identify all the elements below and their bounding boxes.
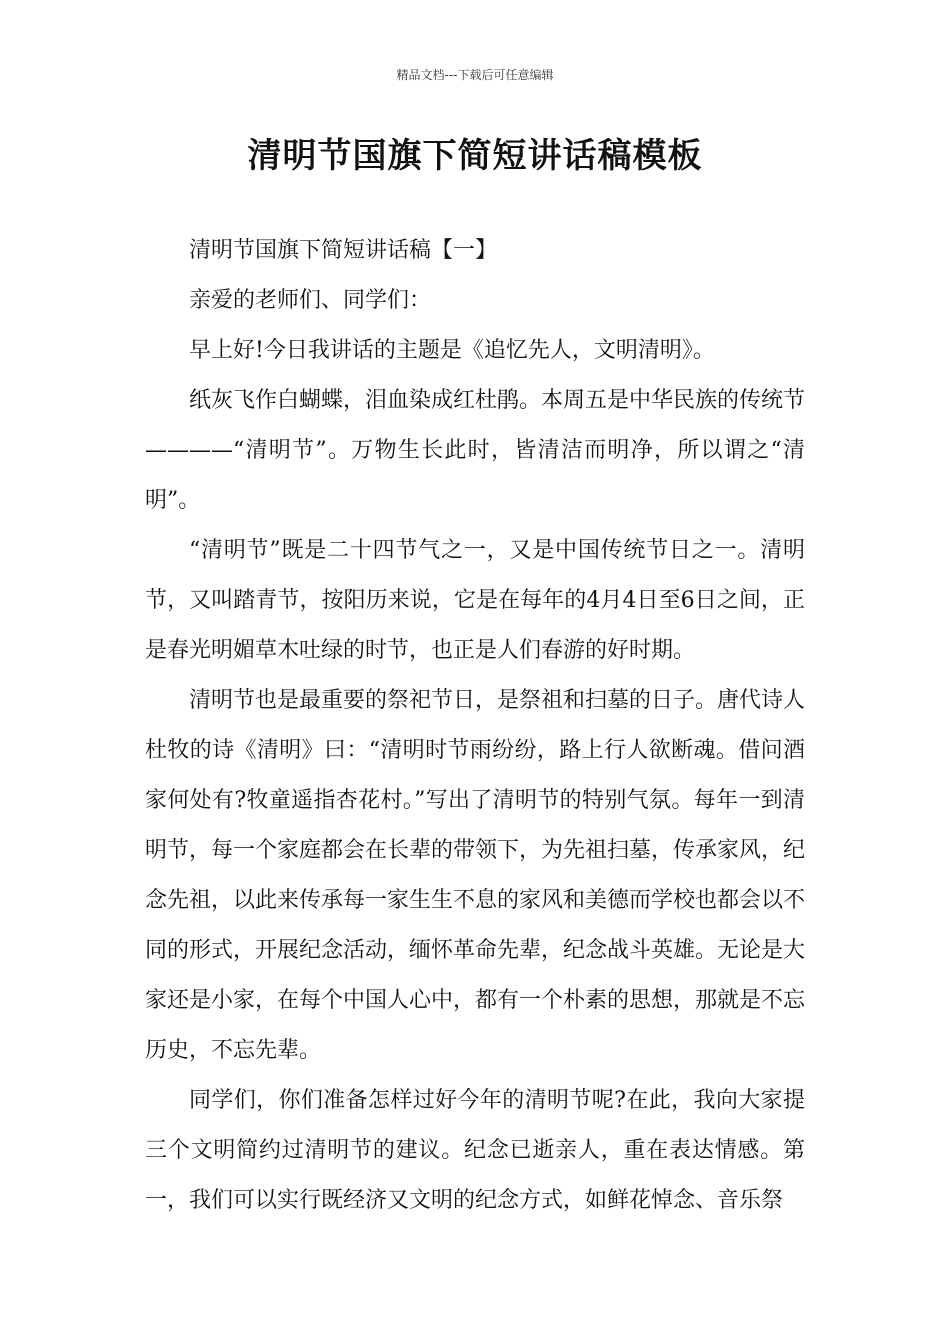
document-body [145, 226, 805, 1226]
paragraph: 早上好!今日我讲话的主题是《追忆先人，文明清明》。 [189, 338, 715, 363]
paragraph: 同学们，你们准备怎样过好今年的清明节呢?在此，我向大家提三个文明简约过清明节的建议。纪念已逝亲人，重在表达情感。第一，我们可以实行既经济又文明的纪念方式，如鲜花悼念、音乐祭 [145, 1088, 805, 1213]
header-note: 精品文档---下载后可任意编辑 [396, 68, 554, 82]
paragraph: 纸灰飞作白蝴蝶，泪血染成红杜鹃。本周五是中华民族的传统节————“清明节”。万物生长此时，皆清洁而明净，所以谓之“清明”。 [145, 388, 806, 513]
paragraph: “清明节”既是二十四节气之一，又是中国传统节日之一。清明节，又叫踏青节，按阳历来说，它是在每年的4月4日至6日之间，正是春光明媚草木吐绿的时节，也正是人们春游的好时期。 [145, 538, 805, 663]
section-heading: 清明节国旗下简短讲话稿【一】 [189, 238, 498, 263]
paragraph: 清明节也是最重要的祭祀节日，是祭祖和扫墓的日子。唐代诗人杜牧的诗《清明》曰：“清明时节雨纷纷，路上行人欲断魂。借问酒家何处有?牧童遥指杏花村。”写出了清明节的特别气氛。每年一到清明节，每一个家庭都会在长辈的带领下，为先祖扫墓，传承家风，纪念先祖，以此来传承每一家生生不息的家风和美德而学校也都会以不同的形式，开展纪念活动，缅怀革命先辈，纪念战斗英雄。无论是大家还是小家，在每个中国人心中，都有一个朴素的思想，那就是不忘历史，不忘先辈。 [145, 688, 806, 1063]
document-title: 清明节国旗下简短讲话稿模板 [247, 136, 703, 176]
salutation: 亲爱的老师们、同学们： [189, 288, 432, 313]
